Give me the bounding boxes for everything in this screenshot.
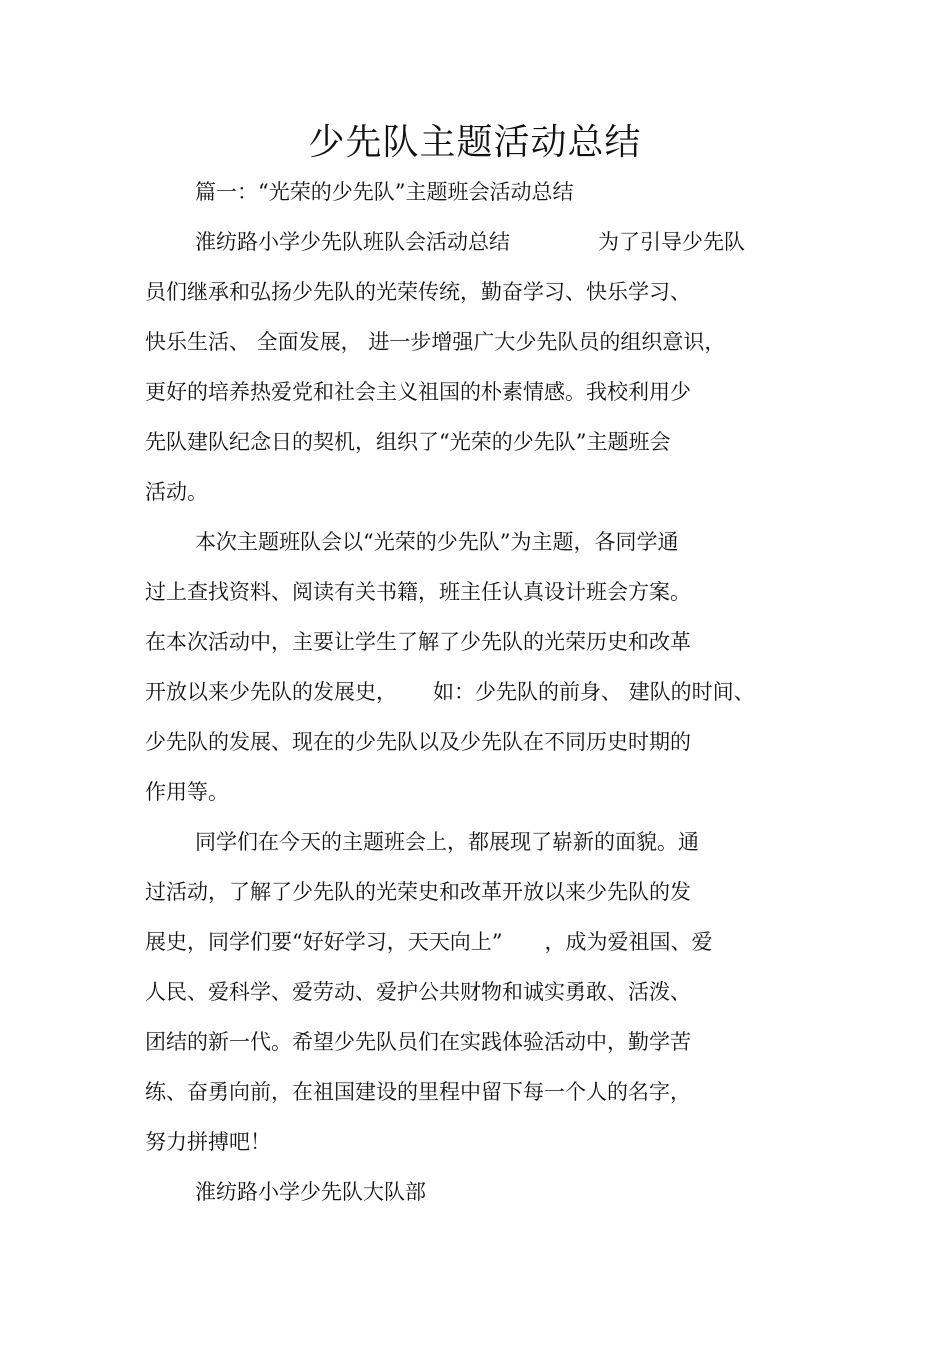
- para2-line-3: 在本次活动中，主要让学生了解了少先队的光荣历史和改革: [145, 630, 691, 654]
- para1-lead: 淮纺路小学少先队班队会活动总结: [195, 230, 510, 254]
- para3-line-5: 团结的新一代。希望少先队员们在实践体验活动中，勤学苦: [145, 1030, 691, 1054]
- para1-line-6: 活动。: [145, 480, 208, 504]
- para3-line-7: 努力拼搏吧！: [145, 1130, 271, 1154]
- para1-lead-cont: 为了引导少先队: [598, 230, 745, 254]
- para2-line-2: 过上查找资料、阅读有关书籍，班主任认真设计班会方案。: [145, 580, 691, 604]
- para1-line-2: 员们继承和弘扬少先队的光荣传统，勤奋学习、快乐学习、: [145, 280, 691, 304]
- page-title: 少先队主题活动总结: [308, 122, 642, 163]
- para2-line-5: 少先队的发展、现在的少先队以及少先队在不同历史时期的: [145, 730, 691, 754]
- para3-line-1: 同学们在今天的主题班会上，都展现了崭新的面貌。通: [195, 830, 699, 854]
- subtitle: 篇一：“光荣的少先队”主题班会活动总结: [195, 180, 574, 204]
- para1-line-1: [195, 228, 745, 256]
- para2-line-1: 本次主题班队会以“光荣的少先队”为主题，各同学通: [195, 530, 679, 554]
- para3-line-3-start: 展史，同学们要“好好学习，天天向上”: [145, 930, 503, 954]
- para2-line-4: [145, 678, 755, 706]
- para2-line-4-cont: 如：少先队的前身、 建队的时间、: [433, 680, 755, 704]
- para3-line-3: [145, 928, 712, 956]
- para1-line-4: 更好的培养热爱党和社会主义祖国的朴素情感。我校利用少: [145, 380, 691, 404]
- para3-line-4: 人民、爱科学、爱劳动、爱护公共财物和诚实勇敢、活泼、: [145, 980, 691, 1004]
- para1-line-5: 先队建队纪念日的契机，组织了“光荣的少先队”主题班会: [145, 430, 671, 454]
- para2-line-4-start: 开放以来少先队的发展史，: [145, 680, 397, 704]
- para3-line-6: 练、奋勇向前，在祖国建设的里程中留下每一个人的名字，: [145, 1080, 691, 1104]
- signature: 淮纺路小学少先队大队部: [195, 1180, 426, 1204]
- para2-line-6: 作用等。: [145, 780, 229, 804]
- para3-line-2: 过活动，了解了少先队的光荣史和改革开放以来少先队的发: [145, 880, 691, 904]
- para1-line-3: 快乐生活、 全面发展， 进一步增强广大少先队员的组织意识，: [145, 330, 726, 354]
- para3-line-3-cont: ，成为爱祖国、爱: [544, 930, 713, 954]
